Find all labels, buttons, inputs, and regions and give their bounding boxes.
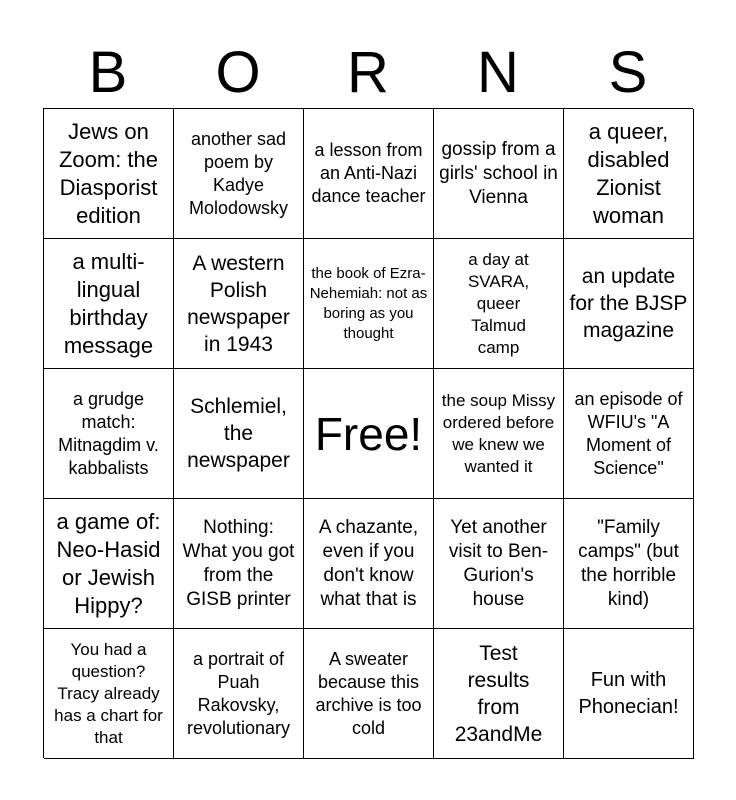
header-letter-b: B [88, 40, 128, 105]
bingo-header [43, 38, 693, 108]
bingo-cell [434, 499, 564, 629]
bingo-cell [304, 499, 434, 629]
bingo-cell [434, 629, 564, 759]
bingo-cell [564, 629, 694, 759]
bingo-cell [174, 239, 304, 369]
bingo-cell [44, 629, 174, 759]
cell-text: a lesson from an Anti-Nazi dance teacher [311, 140, 426, 206]
cell-text: a grudge match: Mitnagdim v. kabbalists [58, 388, 159, 478]
header-letter-o: O [215, 40, 261, 105]
bingo-cell [304, 239, 434, 369]
cell-text: the soup Missy ordered before we knew we wanted it [441, 390, 556, 476]
bingo-cell [174, 629, 304, 759]
cell-text: another sad poem by Kadye Molodowsky [188, 128, 289, 218]
cell-text: gossip from a girls' school in Vienna [439, 138, 558, 208]
bingo-cell [44, 239, 174, 369]
header-letter-s: S [608, 40, 648, 105]
bingo-cell [564, 239, 694, 369]
cell-text: You had a question? Tracy already has a chart for that [54, 639, 163, 747]
bingo-cell [174, 369, 304, 499]
bingo-cell [434, 109, 564, 239]
header-letter-r: R [347, 40, 389, 105]
bingo-cell [44, 109, 174, 239]
cell-text: A chazante, even if you don't know what that is [318, 516, 419, 610]
cell-text: Test results from 23andMe [454, 641, 543, 746]
bingo-cell [434, 239, 564, 369]
bingo-cell [44, 369, 174, 499]
bingo-cell [564, 109, 694, 239]
bingo-cell [304, 629, 434, 759]
free-space [304, 369, 434, 499]
cell-text: A sweater because this archive is too cold [315, 648, 422, 738]
cell-text: Yet another visit to Ben-Gurion's house [448, 516, 549, 610]
cell-text: the book of Ezra-Nehemiah: not as boring as you thought [309, 264, 428, 342]
cell-text: a day at SVARA, queer Talmud camp [467, 249, 530, 357]
cell-text: Fun with Phonecian! [578, 668, 679, 718]
free-label: Free! [314, 407, 423, 460]
bingo-cell [174, 109, 304, 239]
cell-text: "Family camps" (but the horrible kind) [578, 516, 679, 610]
bingo-cell [564, 369, 694, 499]
cell-text: a portrait of Puah Rakovsky, revolutionary [186, 648, 291, 738]
cell-text: Nothing: What you got from the GISB printer [182, 516, 295, 610]
bingo-cell [434, 369, 564, 499]
cell-text: an episode of WFIU's "A Moment of Science" [574, 388, 683, 478]
cell-text: a queer, disabled Zionist woman [587, 118, 670, 228]
bingo-cell [304, 109, 434, 239]
cell-text: a multi-lingual birthday message [63, 248, 154, 358]
cell-text: Jews on Zoom: the Diasporist edition [58, 118, 159, 228]
bingo-cell [564, 499, 694, 629]
bingo-cell [44, 499, 174, 629]
bingo-grid [43, 108, 693, 758]
header-letter-n: N [477, 40, 519, 105]
cell-text: an update for the BJSP magazine [569, 265, 688, 342]
cell-text: Schlemiel, the newspaper [187, 395, 290, 472]
cell-text: A western Polish newspaper in 1943 [187, 251, 290, 356]
bingo-cell [174, 499, 304, 629]
cell-text: a game of: Neo-Hasid or Jewish Hippy? [56, 508, 161, 618]
